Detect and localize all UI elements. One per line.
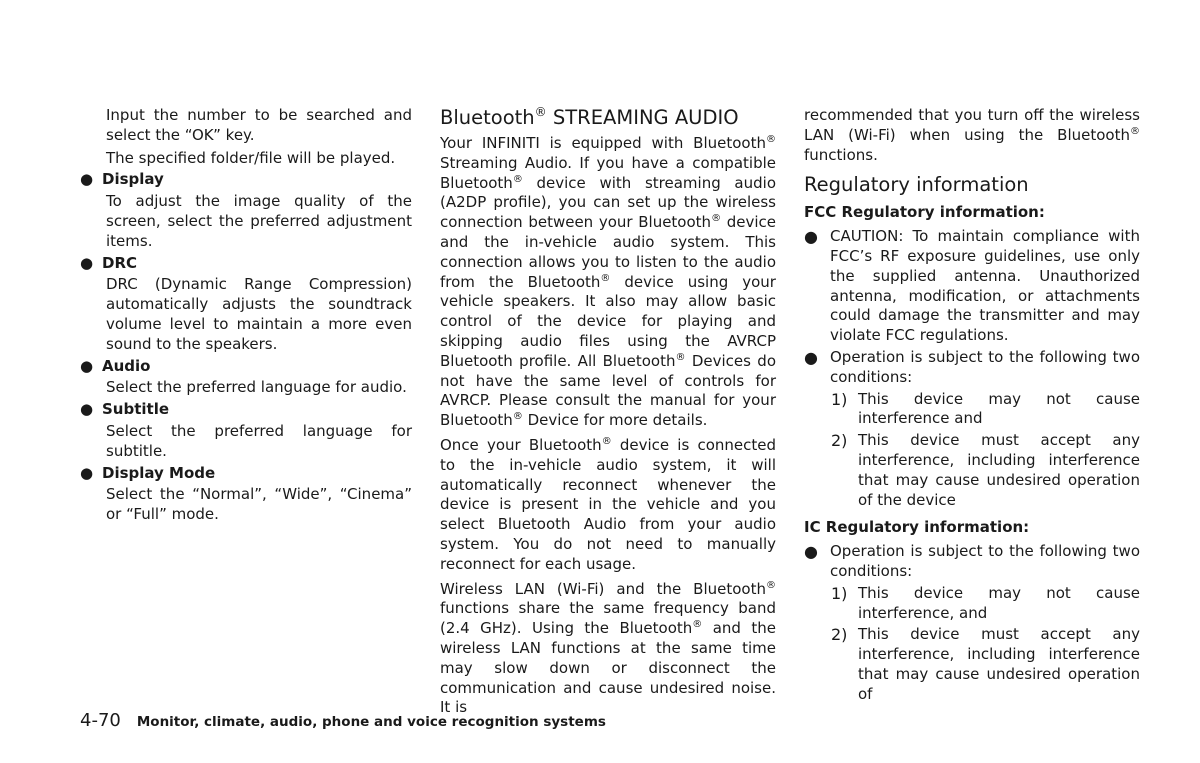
heading-text: Bluetooth <box>440 106 535 129</box>
column-2 <box>440 106 776 718</box>
numbered-item-text: This device must accept any interference, including interference that may cause undesired operation of <box>858 625 1140 703</box>
text-run: Once your Bluetooth <box>440 435 602 454</box>
heading-text: STREAMING AUDIO <box>546 106 739 129</box>
bullet-dot-icon: ● <box>80 170 94 189</box>
bullet-dot-icon: ● <box>804 542 818 562</box>
bullet-dot-icon: ● <box>804 227 818 247</box>
bullet-dot-icon: ● <box>804 347 818 367</box>
text-run: Devices do not have the same level of controls for AVRCP. Please consult the manual for your Bluetooth <box>440 351 776 430</box>
registered-mark: ® <box>534 105 547 119</box>
bullet-title-text: Display Mode <box>102 463 216 482</box>
section-heading-bluetooth-audio <box>440 106 776 130</box>
text-run: functions share the same frequency band (2.4 GHz). Using the Bluetooth <box>440 599 776 638</box>
intro-block <box>80 106 412 168</box>
subheading-fcc: FCC Regulatory information: <box>804 203 1045 222</box>
bullet-title-text: Audio <box>102 356 151 375</box>
item-number: 1) <box>831 583 848 603</box>
bullet-title-display-mode <box>80 464 412 484</box>
bullet-title-audio <box>80 357 412 377</box>
bullet-title-text: DRC <box>102 253 138 272</box>
text-run: device using your vehicle speakers. It also may allow basic control of the device for playing and skipping audio files using the AVRCP Bluetooth profile. All Bluetooth <box>440 272 776 370</box>
numbered-item-text: This device may not cause interference and <box>858 389 1140 428</box>
list-item <box>804 542 1140 582</box>
page-footer <box>80 710 606 731</box>
text-run: and the wireless LAN functions at the same time may slow down or disconnect the communication and cause undesired noise. It is <box>440 619 776 717</box>
list-item-text: Operation is subject to the following two conditions: <box>830 542 1140 580</box>
text-run: Your INFINITI is equipped with Bluetooth <box>440 134 766 152</box>
registered-mark: ® <box>711 213 722 225</box>
numbered-item <box>804 584 1140 624</box>
registered-mark: ® <box>600 272 611 284</box>
section-heading-regulatory: Regulatory information <box>804 173 1029 197</box>
paragraph-reconnect <box>440 436 776 575</box>
numbered-item-text: This device may not cause interference, and <box>858 583 1140 622</box>
bullet-title-subtitle <box>80 400 412 420</box>
bullet-body: Select the preferred language for audio. <box>106 378 407 397</box>
list-item <box>804 227 1140 346</box>
bullet-dot-icon: ● <box>80 463 94 482</box>
bullet-dot-icon: ● <box>80 253 94 272</box>
registered-mark: ® <box>512 173 523 185</box>
subheading-ic: IC Regulatory information: <box>804 518 1030 537</box>
paragraph-streaming-intro <box>440 134 776 431</box>
registered-mark: ® <box>766 134 776 145</box>
bullet-title-display <box>80 170 412 190</box>
text-run: Device for more details. <box>522 411 708 430</box>
paragraph-continued <box>804 106 1140 165</box>
list-item-text: Operation is subject to the following two conditions: <box>830 347 1140 386</box>
registered-mark: ® <box>601 435 612 447</box>
item-number: 2) <box>831 431 848 451</box>
paragraph-wifi <box>440 580 776 719</box>
bullet-dot-icon: ● <box>80 356 94 375</box>
item-number: 2) <box>831 625 848 645</box>
registered-mark: ® <box>1130 125 1140 137</box>
numbered-item <box>804 390 1140 430</box>
registered-mark: ® <box>766 579 776 591</box>
text-run: device and the in-vehicle audio system. This connection allows you to listen to the audio from the Bluetooth <box>440 213 776 291</box>
bullet-body: Select the “Normal”, “Wide”, “Cinema” or “Full” mode. <box>106 485 412 524</box>
text-run: recommended that you turn off the wireless LAN (Wi-Fi) when using the Bluetooth <box>804 106 1140 144</box>
text-run: device is connected to the in-vehicle audio system, it will automatically reconnect whenever the device is present in the vehicle and you select Bluetooth Audio from your audio system. You do not need to manually reconnect for each usage. <box>440 435 776 573</box>
bullet-body: DRC (Dynamic Range Compression) automatically adjusts the soundtrack volume level to maintain a more even sound to the speakers. <box>106 275 412 353</box>
registered-mark: ® <box>675 351 686 363</box>
bullet-title-text: Subtitle <box>102 400 170 419</box>
registered-mark: ® <box>692 619 703 631</box>
intro-paragraph: The specified folder/file will be played. <box>106 148 396 167</box>
text-run: functions. <box>804 145 878 164</box>
chapter-title: Monitor, climate, audio, phone and voice recognition systems <box>136 714 606 730</box>
bullet-dot-icon: ● <box>80 400 94 419</box>
numbered-item-text: This device must accept any interference, including interference that may cause undesired operation of the device <box>858 431 1140 509</box>
bullet-body: To adjust the image quality of the screen, select the preferred adjustment items. <box>106 192 412 250</box>
list-item-text: CAUTION: To maintain compliance with FCC’s RF exposure guidelines, use only the supplied antenna. Unauthorized antenna, modification, or attachments could damage the transmitter and may violate FCC regulations. <box>830 227 1140 345</box>
text-run: device with streaming audio (A2DP profile), you can set up the wireless connection between your Bluetooth <box>440 173 776 232</box>
numbered-item <box>804 625 1140 704</box>
bullet-title-text: Display <box>102 170 164 189</box>
item-number: 1) <box>831 389 848 409</box>
bullet-body: Select the preferred language for subtitle. <box>106 421 412 460</box>
column-1 <box>80 106 412 525</box>
text-run: Wireless LAN (Wi-Fi) and the Bluetooth <box>440 579 766 598</box>
column-3 <box>804 106 1140 705</box>
numbered-item <box>804 431 1140 510</box>
list-item <box>804 348 1140 388</box>
text-run: Streaming Audio. If you have a compatible Bluetooth <box>440 153 776 192</box>
intro-paragraph: Input the number to be searched and select the “OK” key. <box>106 106 412 144</box>
page-number: 4-70 <box>80 710 121 731</box>
registered-mark: ® <box>512 411 523 423</box>
bullet-title-drc <box>80 254 412 274</box>
